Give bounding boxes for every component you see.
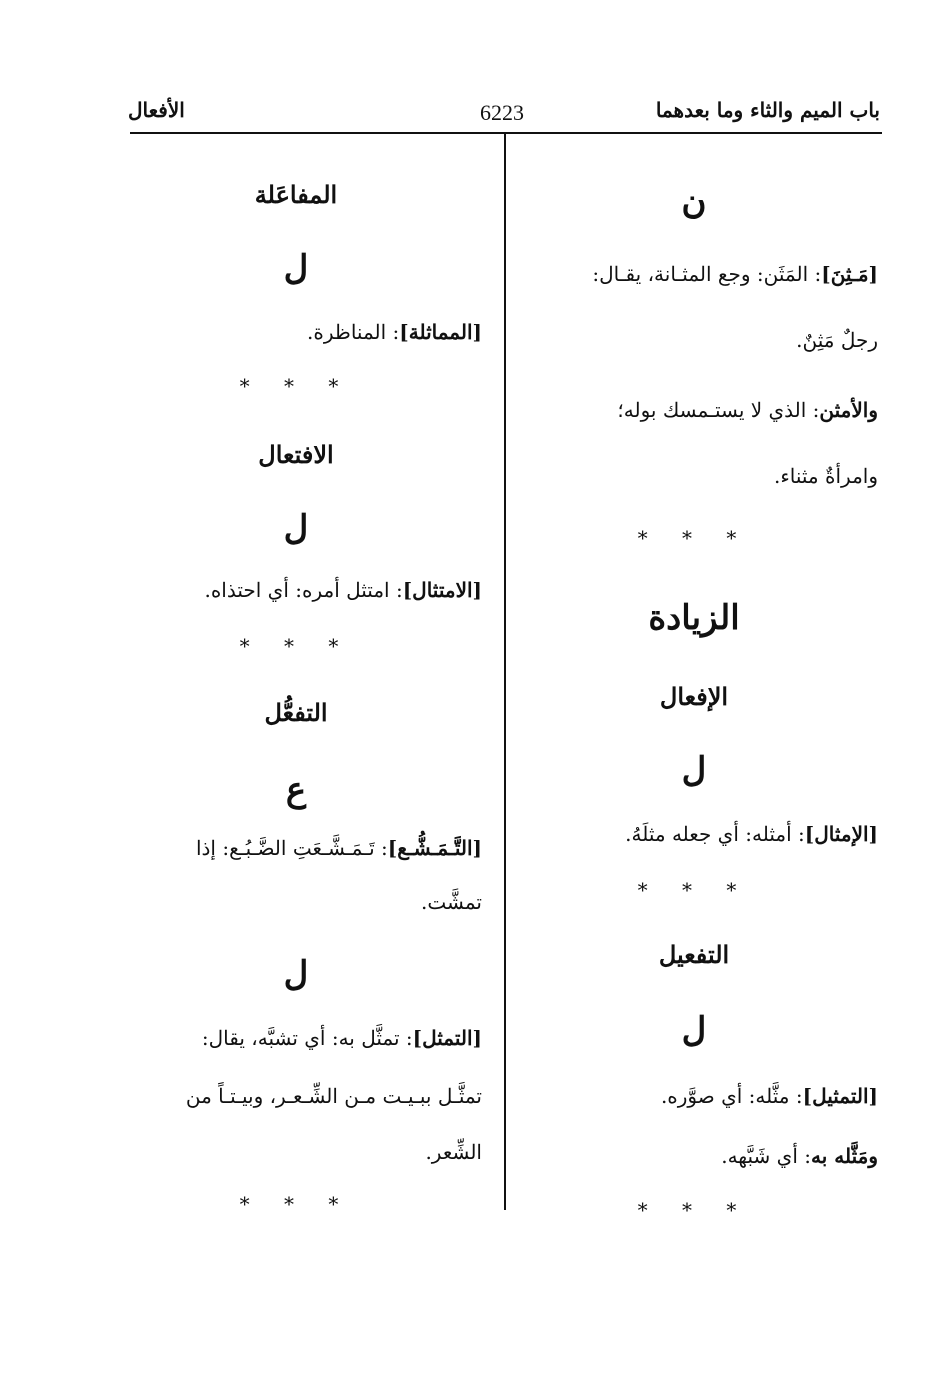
entry	[510, 1144, 878, 1168]
entry	[110, 1026, 482, 1050]
entry-headword: [الامتثال]	[402, 578, 482, 602]
separator-stars: * * *	[239, 374, 353, 398]
entry-definition: : أي شَبَّهه.	[721, 1144, 811, 1168]
entry	[510, 398, 878, 422]
separator-stars: * * *	[637, 1198, 751, 1222]
entry-definition: : تَـمَـشَّـعَتِ الضَّـبُـع: إذا	[195, 836, 388, 860]
root-letter: ن	[681, 182, 707, 222]
entry-definition: : تمثَّل به: أي تشبَّه، يقال:	[201, 1026, 413, 1050]
entry	[510, 822, 878, 846]
separator-stars: * * *	[637, 878, 751, 902]
entry-continuation: الشِّعر.	[425, 1140, 482, 1164]
root-letter: ل	[681, 1010, 707, 1050]
entry-continuation: رجلٌ مَثِنٌ.	[796, 328, 878, 352]
section-title: الزيادة	[648, 598, 740, 638]
chapter-title: باب الميم والثاء وما بعدهما	[655, 98, 880, 122]
entry-definition: : امتثل أمره: أي احتذاه.	[204, 578, 403, 602]
entry	[510, 262, 878, 286]
entry	[110, 320, 482, 344]
separator-stars: * * *	[637, 526, 751, 550]
entry-continuation: وامرأةٌ مثناء.	[774, 464, 878, 488]
entry-definition: : مثَّله: أي صوَّره.	[660, 1084, 803, 1108]
root-letter: ل	[681, 750, 707, 790]
root-letter: ل	[283, 508, 309, 548]
page-number: 6223	[480, 100, 524, 125]
subsection-title: الافتعال	[258, 440, 334, 469]
separator-stars: * * *	[239, 634, 353, 658]
column-divider	[504, 134, 506, 1210]
entry-headword: [التمثيل]	[802, 1084, 878, 1108]
entry-headword: ومَثَّله به	[810, 1144, 878, 1168]
subsection-title: التفعيل	[658, 940, 730, 969]
subsection-title: الإفعال	[659, 682, 729, 711]
entry-continuation: تمشَّت.	[421, 890, 482, 914]
root-letter: ل	[283, 248, 309, 288]
entry-headword: [المماثلة]	[399, 320, 482, 344]
root-letter: ع	[285, 770, 307, 810]
entry-headword: [مَـثِنَ]	[821, 262, 878, 286]
entry	[110, 836, 482, 860]
separator-stars: * * *	[239, 1192, 353, 1216]
entry	[510, 1084, 878, 1108]
subsection-title: التفعُّل	[264, 698, 328, 727]
entry-definition: : المَثَن: وجع المثـانة، يقـال:	[592, 262, 822, 286]
entry-continuation: تمثَّـل ببـيـت مـن الشِّـعـر، وبيـتـاً من	[185, 1084, 482, 1108]
entry-headword: [الإمثال]	[804, 822, 878, 846]
header-rule	[130, 132, 882, 134]
root-letter: ل	[283, 954, 309, 994]
entry-definition: : المناظرة.	[307, 320, 400, 344]
entry-headword: [التمثل]	[412, 1026, 482, 1050]
entry-headword: [التَّـمَـشُّـع]	[387, 836, 482, 860]
subsection-title: المفاعَلة	[254, 180, 338, 209]
entry-definition: : الذي لا يستـمسك بوله؛	[617, 398, 820, 422]
entry	[110, 578, 482, 602]
section-running-title: الأفعال	[128, 98, 185, 122]
entry-headword: والأمثن	[819, 398, 878, 422]
entry-definition: : أمثله: أي جعله مثلَهُ.	[625, 822, 805, 846]
